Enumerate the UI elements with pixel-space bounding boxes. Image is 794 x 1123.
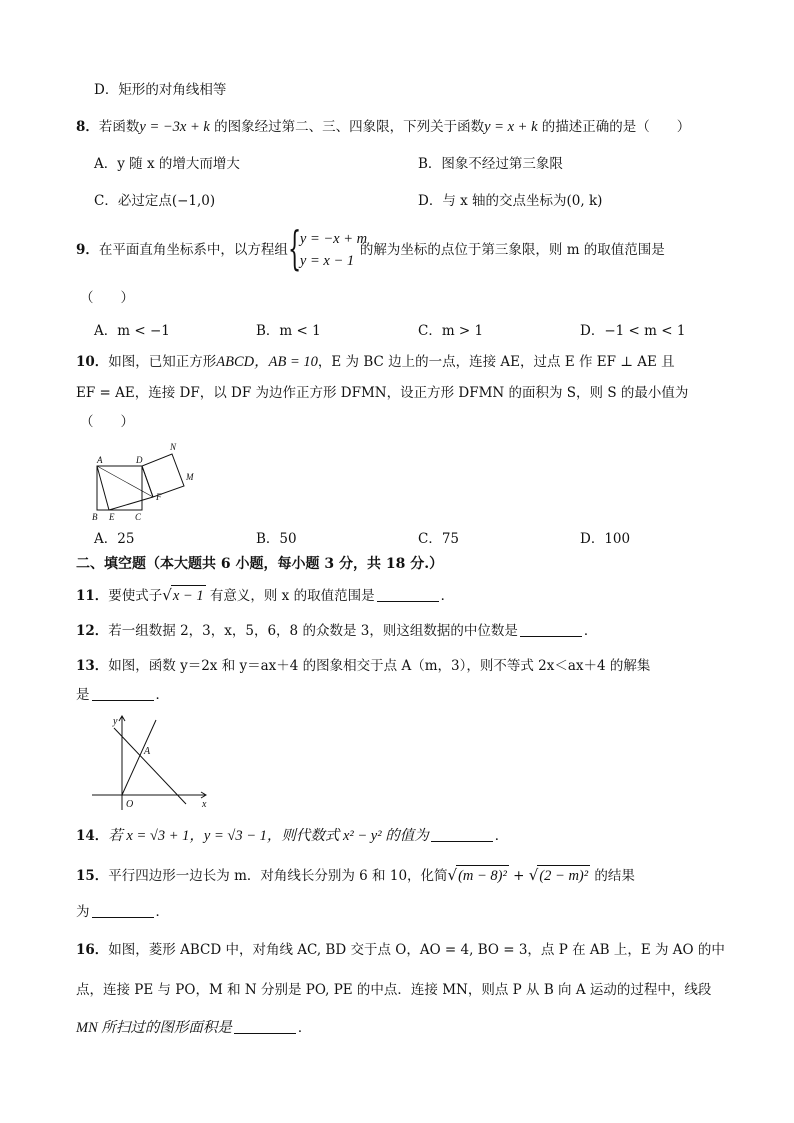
question-10-stem-1 [76, 352, 675, 372]
q9-option-a: A．m < −1 [94, 323, 170, 339]
label-b: B [92, 512, 98, 522]
answer-blank[interactable] [92, 903, 154, 918]
text: ． [583, 623, 598, 639]
question-16-stem-1 [76, 940, 725, 960]
label-d: D [136, 455, 143, 465]
answer-blank[interactable] [377, 587, 439, 602]
line-y-ax-plus-4 [114, 728, 186, 804]
equation-2: y = x − 1 [299, 252, 355, 269]
text: 若 x = √3 + 1，y = √3 − 1，则代数式 x² − y² 的值为 [108, 828, 429, 844]
text: ． [155, 904, 169, 920]
q8-option-c: C．必过定点(−1,0) [94, 193, 216, 209]
label-x: x [202, 799, 207, 810]
formula: y = x + k [484, 119, 538, 135]
square-dfmn [142, 454, 184, 497]
label-e: E [109, 512, 115, 522]
question-15-answer [76, 902, 169, 922]
brace-icon: { [287, 220, 302, 275]
plus: + [508, 868, 529, 884]
text: ． [155, 687, 169, 703]
text: 有意义，则 x 的取值范围是 [205, 588, 375, 604]
text: ，E 为 BC 边上的一点，连接 AE，过点 E 作 EF ⊥ AE 且 [317, 354, 675, 370]
text: 如图，已知正方形 [108, 354, 217, 370]
answer-blank[interactable] [520, 622, 582, 637]
text: 若函数 [98, 119, 140, 135]
question-number: 11． [76, 588, 109, 604]
question-number: 13． [76, 658, 109, 674]
text: 在平面直角坐标系中，以方程组 [98, 242, 288, 258]
text: ． [297, 1020, 312, 1036]
question-8-stem [76, 117, 690, 137]
q8-option-a: A．y 随 x 的增大而增大 [94, 156, 240, 172]
q9-answer-paren: （ ） [80, 290, 134, 306]
q13-figure [88, 710, 218, 814]
question-11 [76, 585, 454, 606]
text: 为 [76, 904, 90, 920]
question-16-answer [76, 1018, 311, 1038]
q8-option-b: B．图象不经过第三象限 [418, 156, 563, 172]
question-number: 12． [76, 623, 109, 639]
question-16-stem-2: 点，连接 PE 与 PO，M 和 N 分别是 PO, PE 的中点．连接 MN，则点 P 从 B 向 A 运动的过程中，线段 [76, 982, 712, 998]
text: 的结果 [590, 868, 635, 884]
equation-1: y = −x + m [299, 230, 368, 247]
question-14 [76, 826, 508, 846]
section-heading: 二、填空题（本大题共 6 小题，每小题 3 分，共 18 分.） [76, 556, 444, 572]
q10-option-a: A．25 [94, 531, 135, 547]
answer-blank[interactable] [431, 827, 493, 842]
q7-option-d: D．矩形的对角线相等 [94, 82, 227, 98]
label-a: A [144, 746, 151, 757]
answer-blank[interactable] [234, 1019, 296, 1034]
text: 若一组数据 2，3，x，5，6，8 的众数是 3，则这组数据的中位数是 [108, 623, 518, 639]
label-c: C [135, 512, 142, 522]
text: 的解为坐标的点位于第三象限，则 m 的取值范围是 [359, 242, 665, 258]
question-number: 9． [76, 242, 99, 258]
radicand-2: (2 − m)² [537, 865, 590, 886]
text: 要使式子 [108, 588, 163, 604]
question-12 [76, 621, 597, 641]
q10-answer-paren: （ ） [80, 414, 134, 430]
text: 平行四边形一边长为 m．对角线长分别为 6 和 10，化简 [108, 868, 448, 884]
question-9-stem [76, 220, 665, 275]
text: 如图，函数 y＝2x 和 y＝ax＋4 的图象相交于点 A（m，3），则不等式 2x＜ax＋4 的解集 [108, 658, 651, 674]
label-a: A [97, 455, 103, 465]
radical-icon: √ [162, 586, 172, 604]
segment-af [97, 466, 153, 497]
q10-option-c: C．75 [418, 531, 460, 547]
text: 的图象经过第二、三、四象限，下列关于函数 [209, 119, 485, 135]
question-number: 14． [76, 828, 109, 844]
label-o: O [126, 799, 134, 810]
q10-figure [88, 438, 208, 522]
question-13-stem [76, 656, 650, 676]
q10-option-d: D．100 [580, 531, 631, 547]
label-y: y [113, 716, 118, 727]
question-number: 8． [76, 119, 99, 135]
segment-ef [109, 497, 153, 510]
text: 是 [76, 687, 90, 703]
question-10-stem-2: EF = AE，连接 DF，以 DF 为边作正方形 DFMN，设正方形 DFMN 的面积为 S，则 S 的最小值为 [76, 385, 689, 401]
question-number: 15． [76, 868, 109, 884]
q9-option-b: B．m < 1 [256, 323, 321, 339]
radicand: x − 1 [171, 585, 206, 606]
formula: ABCD，AB = 10 [216, 354, 318, 370]
text: ． [494, 828, 509, 844]
radical-icon: √ [447, 866, 458, 884]
segment-ae [97, 466, 109, 510]
question-13-answer [76, 685, 169, 705]
question-number: 16． [76, 942, 109, 958]
radical-icon: √ [528, 866, 539, 884]
q9-option-d: D．−1 < m < 1 [580, 323, 686, 339]
label-m: M [186, 472, 194, 482]
question-15-stem [76, 865, 635, 886]
equation-system [287, 220, 368, 275]
answer-blank[interactable] [92, 686, 154, 701]
square-abcd [97, 466, 142, 510]
question-number: 10． [76, 354, 109, 370]
text: 如图，菱形 ABCD 中，对角线 AC, BD 交于点 O，AO = 4, BO = 3，点 P 在 AB 上，E 为 AO 的中 [108, 942, 725, 958]
formula: y = −3x + k [139, 119, 210, 135]
label-n: N [170, 442, 177, 452]
text: 的描述正确的是（ ） [537, 119, 691, 135]
q10-option-b: B．50 [256, 531, 297, 547]
q9-option-c: C．m > 1 [418, 323, 484, 339]
text: MN 所扫过的图形面积是 [76, 1020, 232, 1036]
text: ． [440, 588, 455, 604]
label-f: F [156, 492, 162, 502]
radicand-1: (m − 8)² [456, 865, 509, 886]
line-y-2x [122, 720, 156, 795]
q8-option-d: D．与 x 轴的交点坐标为(0, k) [418, 193, 603, 209]
